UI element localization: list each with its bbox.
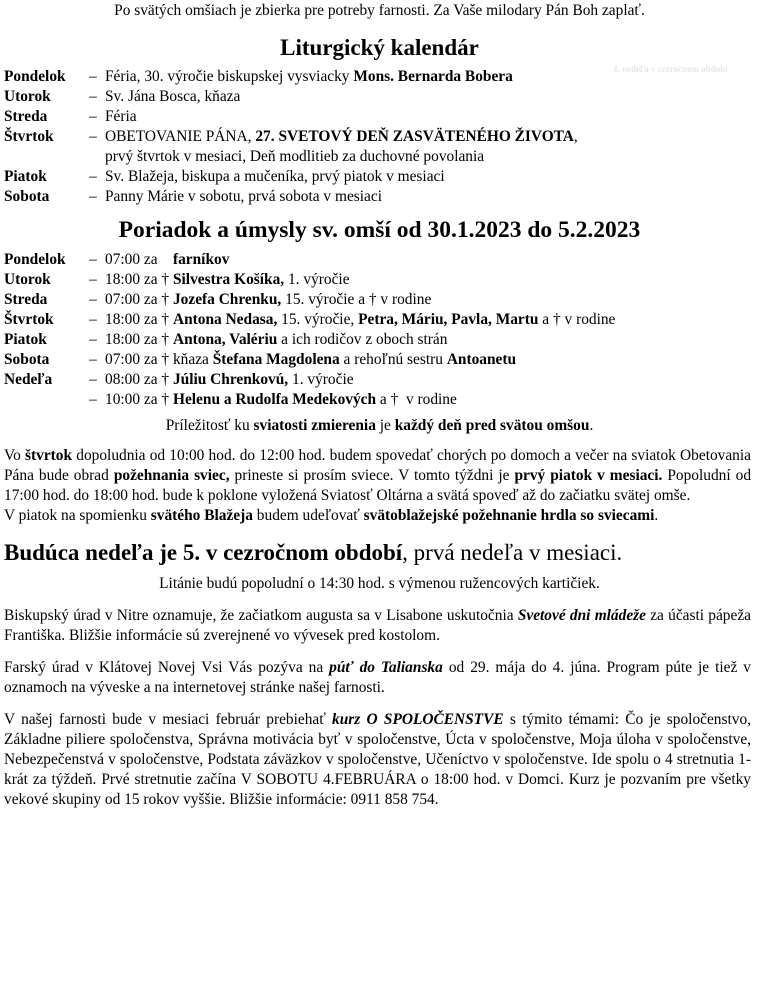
calendar-day: Pondelok	[4, 67, 66, 85]
calendar-row	[4, 127, 759, 167]
announcement-course: V našej farnosti bude v mesiaci február prebiehať kurz O SPOLOČENSTVE s týmito témami: Čo je spoločenstvo, Základne piliere spoločenstva, Správna motivácia byť v spoločenstve, Úcta v spoločenstve, Moja úloha v spoločenstve, Nebezpečenstvá v spoločenstve, Podstata záväzkov v spoločenstve, Učeníctvo v spoločenstve. Ide spolu o 4 stretnutia 1-krát za týždeň. Prvé stretnutie začína V SOBOTU 4.FEBRUÁRA o 18:00 hod. v Domci. Kurz je pozvaním pre všetky vekové skupiny od 15 rokov vyššie. Bližšie informácie: 0911 858 754.	[4, 710, 751, 808]
mass-day: Utorok	[4, 270, 51, 288]
calendar-day: Sobota	[4, 188, 50, 205]
mass-time: 07:00 za †	[105, 290, 173, 308]
next-sunday-heading: Budúca nedeľa je 5. v cezročnom období, prvá nedeľa v mesiaci.	[4, 539, 623, 565]
calendar-row	[4, 167, 759, 187]
dash: –	[89, 127, 97, 145]
collection-note: Po svätých omšiach je zbierka pre potreby farnosti. Za Vaše milodary Pán Boh zaplať.	[114, 2, 645, 19]
mass-day: Streda	[4, 290, 48, 308]
dash: –	[89, 250, 97, 268]
liturgical-calendar	[0, 67, 759, 207]
mass-day: Pondelok	[4, 250, 66, 268]
mass-schedule-title: Poriadok a úmysly sv. omší od 30.1.2023 do 5.2.2023	[118, 217, 641, 244]
calendar-desc: Sv. Blažeja, biskupa a mučeníka, prvý piatok v mesiaci	[105, 167, 445, 185]
dash: –	[89, 310, 97, 328]
announcement-pilgrimage: Farský úrad v Klátovej Novej Vsi Vás pozýva na púť do Talianska od 29. mája do 4. júna. Program púte je tiež v oznamoch na výveske a na internetovej stránke našej farnosti.	[4, 658, 752, 696]
mass-row	[4, 370, 759, 390]
calendar-desc: Sv. Jána Bosca, kňaza	[105, 87, 241, 105]
calendar-day: Štvrtok	[4, 127, 54, 145]
dash: –	[89, 370, 97, 388]
dash: –	[89, 107, 97, 125]
mass-time: 10:00 za †	[105, 390, 173, 408]
mass-intention: 10:00 za † Helenu a Rudolfa Medekových a † v rodine	[105, 390, 457, 408]
calendar-row	[4, 87, 759, 107]
mass-row	[4, 310, 759, 330]
mass-time: 18:00 za †	[105, 330, 173, 348]
mass-day: Piatok	[4, 330, 47, 348]
mass-row	[4, 350, 759, 370]
mass-day: Štvrtok	[4, 310, 54, 328]
mass-day	[4, 390, 81, 410]
mass-intention: 08:00 za † Júliu Chrenkovú, 1. výročie	[105, 370, 354, 388]
mass-row	[4, 390, 759, 410]
mass-time: 08:00 za †	[105, 370, 173, 388]
dash: –	[89, 167, 97, 185]
calendar-desc: Féria	[105, 107, 137, 125]
mass-time: 07:00 za †	[105, 350, 173, 368]
mass-intention: 18:00 za † Antona, Valériu a ich rodičov z oboch strán	[105, 330, 448, 348]
mass-intention: 07:00 za † kňaza Štefana Magdolena a rehoľnú sestru Antoanetu	[105, 350, 517, 368]
mass-intention: 18:00 za † Silvestra Košíka, 1. výročie	[105, 270, 350, 288]
mass-time: 07:00 za	[105, 250, 173, 268]
dash: –	[89, 290, 97, 308]
calendar-desc: Féria, 30. výročie biskupskej vysviacky Mons. Bernarda Bobera	[105, 67, 513, 85]
calendar-row	[4, 187, 759, 207]
mass-row	[4, 330, 759, 350]
mass-intention: 07:00 za farníkov	[105, 250, 230, 268]
calendar-desc: OBETOVANIE PÁNA, 27. SVETOVÝ DEŇ ZASVÄTENÉHO ŽIVOTA, prvý štvrtok v mesiaci, Deň modlitieb za duchovné povolania	[105, 127, 578, 165]
dash: –	[89, 270, 97, 288]
mass-day: Sobota	[4, 350, 50, 368]
calendar-row	[4, 107, 759, 127]
dash: –	[89, 188, 97, 205]
mass-row	[4, 270, 759, 290]
mass-time: 18:00 za †	[105, 270, 173, 288]
calendar-day: Streda	[4, 107, 48, 125]
mass-row	[4, 250, 759, 270]
watermark: 4. nedeľa v cezročnom období	[613, 64, 728, 74]
mass-time: 18:00 za †	[105, 310, 173, 328]
dash: –	[89, 390, 97, 408]
dash: –	[89, 87, 97, 105]
confession-note: Príležitosť ku sviatosti zmierenia je každý deň pred svätou omšou.	[165, 416, 594, 434]
calendar-day: Piatok	[4, 167, 47, 185]
mass-intention: 18:00 za † Antona Nedasa, 15. výročie, Petra, Máriu, Pavla, Martu a † v rodine	[105, 310, 616, 328]
liturgical-calendar-title: Liturgický kalendár	[280, 35, 479, 61]
calendar-desc: Panny Márie v sobotu, prvá sobota v mesiaci	[105, 188, 382, 205]
dash: –	[89, 350, 97, 368]
mass-day: Nedeľa	[4, 370, 53, 388]
announcement-bishop-office: Biskupský úrad v Nitre oznamuje, že začiatkom augusta sa v Lisabone uskutočnia Svetové dni mládeže za účasti pápeža Františka. Bližšie informácie sú zverejnené vo vývesek pred kostolom.	[4, 606, 751, 644]
mass-schedule	[0, 250, 759, 410]
litanies-note: Litánie budú popoludní o 14:30 hod. s výmenou ružencových kartičiek.	[159, 574, 600, 592]
mass-row	[4, 290, 759, 310]
announcement-thursday: Vo štvrtok dopoludnia od 10:00 hod. do 12:00 hod. budem spovedať chorých po domoch a večer na sviatok Obetovania Pána bude obrad požehnania sviec, prineste si prosím sviece. V tomto týždni je prvý piatok v mesiaci. Popoludní od 17:00 hod. do 18:00 hod. bude k poklone vyložená Sviatosť Oltárna a svätá spoveď až do začiatku svätej omše. V piatok na spomienku svätého Blažeja budem udeľovať svätoblažejské požehnanie hrdla so sviecami.	[4, 446, 752, 524]
calendar-day: Utorok	[4, 87, 51, 105]
dash: –	[89, 67, 97, 85]
mass-intention: 07:00 za † Jozefa Chrenku, 15. výročie a † v rodine	[105, 290, 432, 308]
dash: –	[89, 330, 97, 348]
